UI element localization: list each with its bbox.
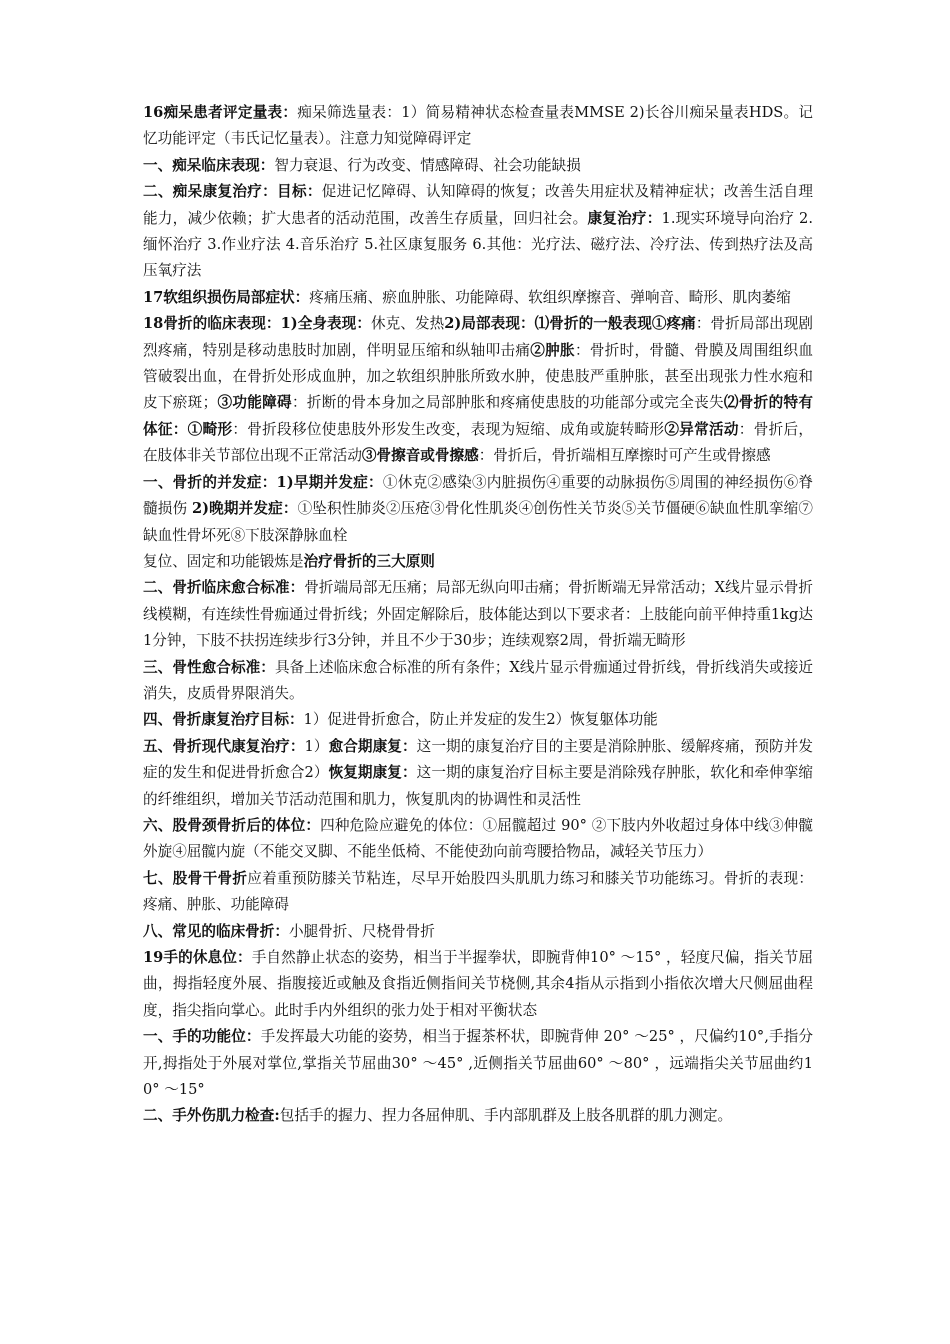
bold-heading-text: 八、常见的临床骨折：	[143, 922, 289, 940]
body-text: 这一期的康复治疗目的主要是消除肿胀、缓解疼痛，预防并发症的发生和促进骨折愈合2）	[143, 737, 813, 782]
paragraph	[143, 549, 813, 575]
bold-heading-text: 16痴呆患者评定量表：	[143, 104, 298, 121]
body-text: 复位、固定和功能锻炼是	[143, 552, 304, 570]
bold-heading-text: 二、痴呆康复治疗：目标：	[143, 183, 322, 201]
body-text: 具备上述临床愈合标准的所有条件；X线片显示骨痂通过骨折线，骨折线消失或接近消失，皮质骨界限消失。	[143, 658, 813, 702]
paragraph	[143, 866, 813, 919]
body-text: 包括手的握力、捏力各屈伸肌、手内部肌群及上肢各肌群的肌力测定。	[279, 1107, 733, 1125]
bold-heading-text: ③功能障碍	[217, 394, 292, 412]
body-text: ①坠积性肺炎②压疮③骨化性肌炎④创伤性关节炎⑤关节僵硬⑥缺血性肌挛缩⑦缺血性骨坏死⑧下肢深静脉血栓	[143, 500, 813, 544]
body-text: 这一期的康复治疗目标主要是消除残存肿胀，软化和牵伸挛缩的纤维组织，增加关节活动范围和肌力，恢复肌肉的协调性和灵活性	[143, 764, 813, 808]
paragraph	[143, 100, 813, 153]
bold-heading-text: 一、手的功能位：	[143, 1028, 261, 1046]
bold-heading-text: 愈合期康复：	[328, 737, 417, 755]
paragraph	[143, 285, 813, 311]
body-text: 手自然静止状态的姿势，相当于半握拳状，即腕背伸10° ～15° ，轻度尺偏，指关节屈曲，拇指轻度外展、指腹接近或触及食指近侧指间关节桡侧,其余4指从示指到小指依次增大尺侧屈曲程度，指尖指向掌心。此时手内外组织的张力处于相对平衡状态	[143, 949, 814, 1019]
bold-heading-text: ⑵骨折的特有体征：①畸形	[143, 394, 813, 438]
paragraph	[143, 179, 813, 285]
paragraph	[143, 945, 813, 1024]
bold-heading-text: ②肿胀	[530, 341, 575, 359]
bold-heading-text: 四、骨折康复治疗目标：	[143, 711, 304, 729]
paragraph	[143, 919, 813, 945]
bold-heading-text: 六、股骨颈骨折后的体位：	[143, 816, 321, 834]
body-text: ：骨折段移位使患肢外形发生改变，表现为短缩、成角或旋转畸形	[232, 420, 665, 438]
body-text: 四种危险应避免的体位：①屈髋超过 90° ②下肢内外收超过身体中线③伸髋外旋④屈髋内旋（不能交叉脚、不能坐低椅、不能使劲向前弯腰拾物品，减轻关节压力）	[143, 816, 813, 861]
bold-heading-text: ②异常活动	[664, 420, 739, 438]
body-text: 1）	[304, 737, 329, 755]
paragraph	[143, 470, 813, 549]
bold-heading-text: 17软组织损伤局部症状：	[143, 288, 310, 306]
paragraph	[143, 153, 813, 179]
body-text: 智力衰退、行为改变、情感障碍、社会功能缺损	[274, 156, 581, 174]
bold-heading-text: 19手的休息位：	[143, 949, 252, 966]
bold-heading-text: 恢复期康复：	[328, 764, 417, 782]
bold-heading-text: 18骨折的临床表现：1)全身表现：	[143, 315, 371, 333]
document-body	[143, 100, 813, 1130]
bold-heading-text: 一、骨折的并发症：1)早期并发症：	[143, 473, 383, 491]
body-text: 手发挥最大功能的姿势，相当于握茶杯状，即腕背伸 20° ～25° ，尺偏约10°,手指分开,拇指处于外展对掌位,掌指关节屈曲30° ～45° ,近侧指关节屈曲60° ～80° ，远端指尖关节屈曲约10° ～15°	[143, 1028, 813, 1099]
bold-heading-text: 一、痴呆临床表现：	[143, 156, 275, 174]
paragraph	[143, 813, 813, 866]
bold-heading-text: 2)局部表现：⑴骨折的一般表现①疼痛	[444, 315, 696, 333]
body-text: 1.现实环境导向治疗 2.缅怀治疗 3.作业疗法 4.音乐治疗 5.社区康复服务 6.其他：光疗法、磁疗法、冷疗法、传到热疗法及高压氧疗法	[143, 209, 813, 280]
body-text: ：骨折后，在肢体非关节部位出现不正常活动	[143, 420, 813, 465]
body-text: 1）促进骨折愈合，防止并发症的发生2）恢复躯体功能	[303, 711, 658, 729]
body-text: 疼痛压痛、瘀血肿胀、功能障碍、软组织摩擦音、弹响音、畸形、肌肉萎缩	[309, 288, 791, 306]
bold-heading-text: ③骨擦音或骨擦感	[361, 447, 479, 465]
body-text: ：骨折局部出现剧烈疼痛，特别是移动患肢时加剧，伴明显压缩和纵轴叩击痛	[143, 315, 813, 359]
paragraph	[143, 1103, 813, 1129]
paragraph	[143, 311, 813, 469]
body-text: ：骨折时，骨髓、骨膜及周围组织血管破裂出血，在骨折处形成血肿，加之软组织肿胀所致水肿，使患肢严重肿胀，甚至出现张力性水疱和皮下瘀斑；	[143, 341, 813, 412]
body-text: ：骨折后，骨折端相互摩擦时可产生或骨擦感	[478, 447, 771, 465]
paragraph	[143, 1024, 813, 1103]
paragraph	[143, 734, 813, 813]
bold-heading-text: 2)晚期并发症：	[191, 500, 298, 518]
body-text: 应着重预防膝关节粘连，尽早开始股四头肌肌力练习和膝关节功能练习。骨折的表现：疼痛、肿胀、功能障碍	[143, 869, 813, 914]
paragraph	[143, 655, 813, 708]
bold-heading-text: 康复治疗：	[587, 209, 662, 227]
bold-heading-text: 治疗骨折的三大原则	[303, 552, 435, 570]
bold-heading-text: 七、股骨干骨折	[143, 869, 248, 887]
body-text: 休克、发热	[370, 315, 445, 333]
body-text: ①休克②感染③内脏损伤④重要的动脉损伤⑤周围的神经损伤⑥脊髓损伤	[143, 473, 813, 518]
bold-heading-text: 二、手外伤肌力检查:	[143, 1107, 280, 1125]
body-text: 痴呆筛选量表：1）简易精神状态检查量表MMSE 2)长谷川痴呆量表HDS。记忆功能评定（韦氏记忆量表）。注意力知觉障碍评定	[143, 104, 813, 148]
body-text: ：折断的骨本身加之局部肿胀和疼痛使患肢的功能部分或完全丧失	[291, 394, 724, 412]
body-text: 促进记忆障碍、认知障碍的恢复；改善失用症状及精神症状；改善生活自理能力，减少依赖；扩大患者的活动范围，改善生存质量，回归社会。	[143, 183, 813, 227]
body-text: 骨折端局部无压痛；局部无纵向叩击痛；骨折断端无异常活动；X线片显示骨折线模糊，有连续性骨痂通过骨折线；外固定解除后，肢体能达到以下要求者：上肢能向前平伸持重1kg达1分钟，下肢不扶拐连续步行3分钟，并且不少于30步；连续观察2周，骨折端无畸形	[143, 579, 813, 650]
bold-heading-text: 三、骨性愈合标准：	[143, 658, 275, 676]
bold-heading-text: 二、骨折临床愈合标准：	[143, 579, 305, 597]
paragraph	[143, 707, 813, 733]
body-text: 小腿骨折、尺桡骨骨折	[288, 922, 435, 940]
paragraph	[143, 575, 813, 654]
bold-heading-text: 五、骨折现代康复治疗：	[143, 737, 305, 755]
